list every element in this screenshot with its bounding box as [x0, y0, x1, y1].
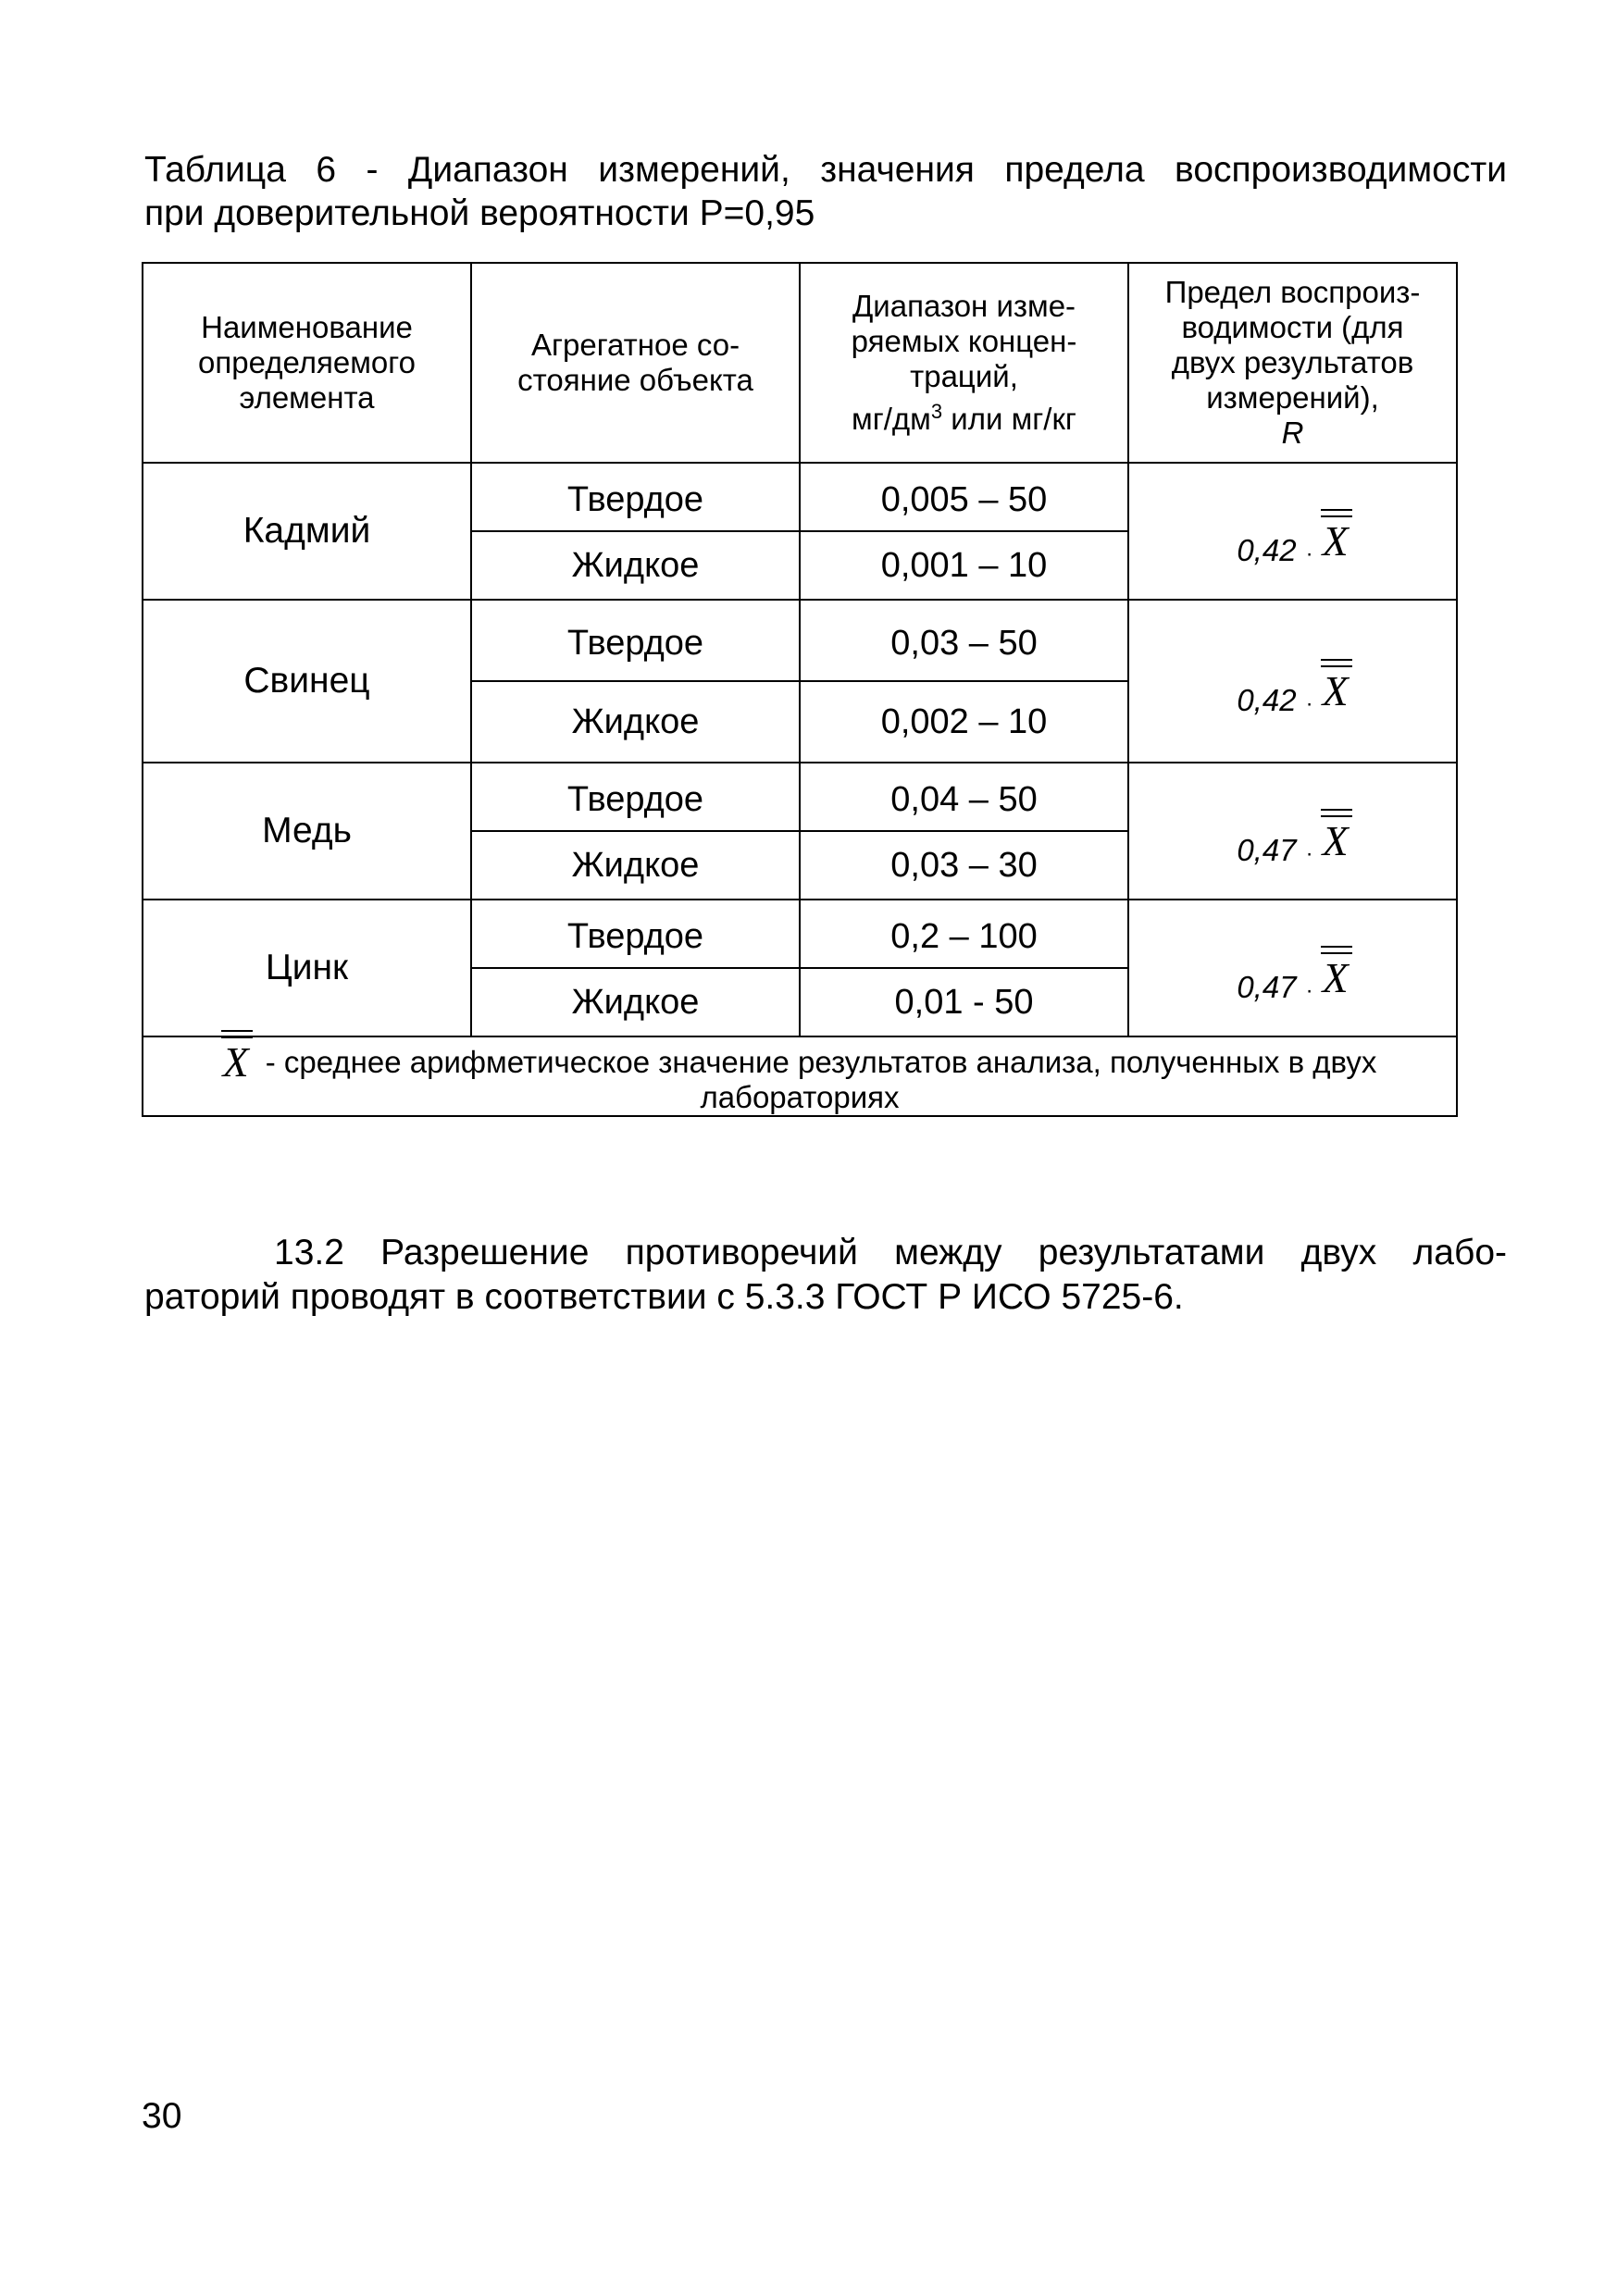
header-range	[800, 263, 1128, 463]
paragraph-line-2: раторий проводят в соответствии с 5.3.3 ГОСТ Р ИСО 5725-6.	[144, 1277, 1184, 1317]
range-cell	[800, 600, 1128, 681]
header-element: Наименование определяемого элемента	[143, 263, 471, 463]
table-row	[143, 900, 1457, 968]
table-row	[143, 600, 1457, 681]
multiply-dot: ·	[1305, 691, 1313, 716]
element-name: Кадмий	[143, 463, 471, 600]
x-double-bar-symbol: X	[1322, 667, 1349, 714]
range-cell: 0,002 – 10	[800, 681, 1128, 763]
header-limit-text: Предел воспроиз-водимости (для двух результатов измерений),	[1164, 275, 1421, 415]
element-name: Свинец	[143, 600, 471, 763]
page-number: 30	[142, 2096, 182, 2136]
x-double-bar-symbol: X	[1322, 954, 1349, 1001]
range-text: 0,03 – 50	[890, 623, 1038, 663]
element-name: Цинк	[143, 900, 471, 1036]
state-cell	[471, 900, 800, 968]
range-text: 0,04 – 50	[890, 779, 1038, 819]
state-cell: Жидкое	[471, 968, 800, 1036]
limit-cell	[1128, 600, 1457, 763]
unit-sup: 3	[930, 400, 943, 423]
multiply-dot: ·	[1305, 541, 1313, 566]
header-limit-symbol: R	[1281, 416, 1304, 450]
state-text: Твердое	[566, 623, 704, 663]
range-cell: 0,03 – 30	[800, 831, 1128, 900]
multiply-dot: ·	[1305, 841, 1313, 866]
table-caption-line-2: при доверительной вероятности P=0,95	[144, 193, 815, 233]
table-header-row	[143, 263, 1457, 463]
range-cell: 0,001 – 10	[800, 531, 1128, 600]
paragraph-line-1: 13.2 Разрешение противоречий между результатами двух лабо-	[274, 1233, 1507, 1272]
paragraph-13-2	[144, 1231, 1507, 1320]
state-text: Твердое	[566, 779, 704, 819]
range-cell	[800, 763, 1128, 831]
table-row	[143, 463, 1457, 531]
state-cell	[471, 463, 800, 531]
limit-coefficient: 0,42	[1237, 533, 1297, 567]
measurement-range-table	[142, 262, 1458, 1117]
table-note-text: - среднее арифметическое значение результатов анализа, полученных в двух лабораториях	[265, 1045, 1377, 1114]
state-cell	[471, 763, 800, 831]
unit-post: или мг/кг	[942, 402, 1076, 436]
state-text: Твердое	[566, 916, 704, 956]
table-caption	[144, 148, 1507, 235]
x-double-bar-symbol: X	[1322, 817, 1349, 864]
limit-coefficient: 0,47	[1237, 970, 1297, 1004]
table-row	[143, 763, 1457, 831]
limit-cell	[1128, 900, 1457, 1036]
state-cell: Жидкое	[471, 831, 800, 900]
limit-coefficient: 0,42	[1237, 683, 1297, 717]
unit-pre: мг/дм	[852, 402, 931, 436]
state-cell: Жидкое	[471, 531, 800, 600]
multiply-dot: ·	[1305, 978, 1313, 1003]
header-range-unit	[852, 402, 1076, 436]
header-limit	[1128, 263, 1457, 463]
range-cell: 0,01 - 50	[800, 968, 1128, 1036]
state-cell	[471, 600, 800, 681]
limit-coefficient: 0,47	[1237, 833, 1297, 867]
range-cell	[800, 463, 1128, 531]
table-note-row	[143, 1036, 1457, 1116]
limit-cell	[1128, 763, 1457, 900]
range-cell	[800, 900, 1128, 968]
state-text: Твердое	[566, 479, 704, 519]
state-cell: Жидкое	[471, 681, 800, 763]
limit-cell	[1128, 463, 1457, 600]
table-note	[143, 1036, 1457, 1116]
table-caption-line-1: Таблица 6 - Диапазон измерений, значения предела воспроизводимости	[144, 150, 1507, 190]
x-double-bar-symbol: X	[1322, 517, 1349, 565]
element-name: Медь	[143, 763, 471, 900]
x-double-bar-symbol: X	[222, 1038, 249, 1086]
header-range-text: Диапазон изме-ряемых концен-траций,	[851, 289, 1077, 393]
header-state: Агрегатное со-стояние объекта	[471, 263, 800, 463]
range-text: 0,005 – 50	[880, 479, 1048, 519]
range-text: 0,2 – 100	[890, 916, 1038, 956]
